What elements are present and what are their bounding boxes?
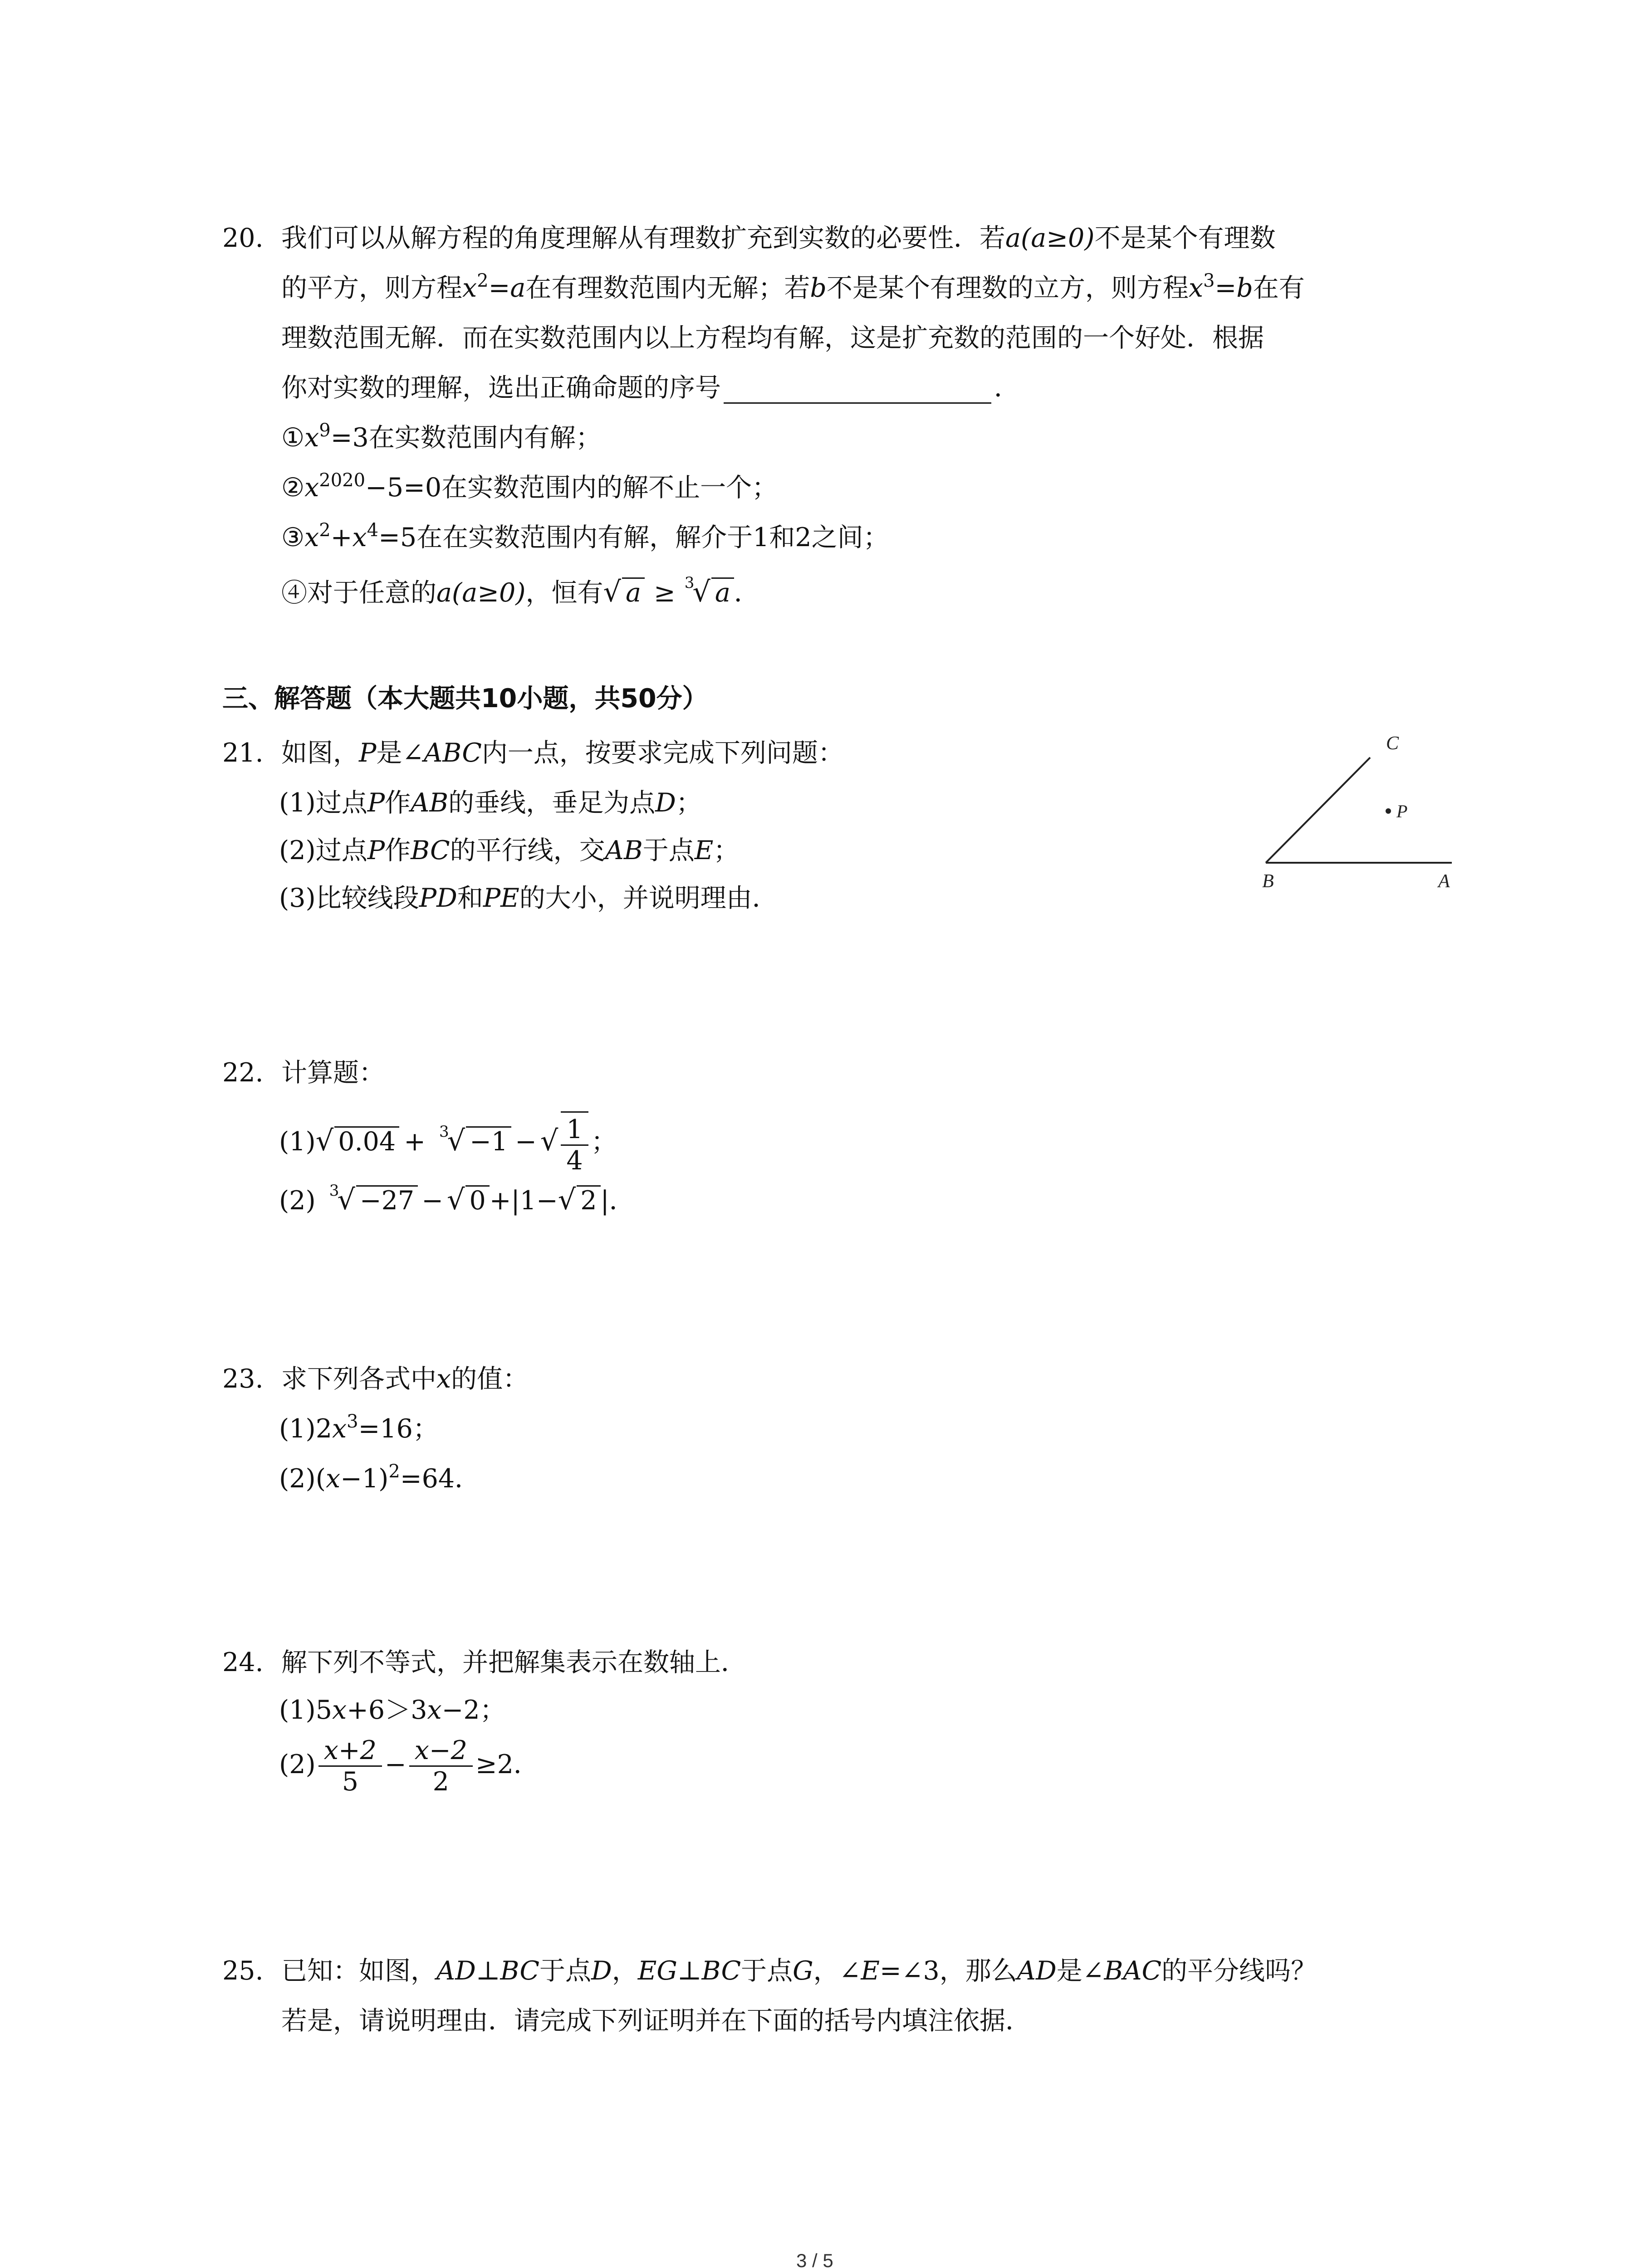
question-20-line-3: 理数范围无解．而在实数范围内以上方程均有解，这是扩充数的范围的一个好处．根据 [281,323,1264,353]
label-a: A [1438,871,1450,892]
question-22-title: 计算题： [281,1058,385,1088]
question-24-number: 24. [222,1647,264,1677]
cbrt-minus-1: −1 [466,1126,511,1156]
sqrt-0: 0 [465,1185,489,1215]
label-p: P [1396,801,1408,821]
sqrt-2: 2 [577,1185,600,1215]
point-p [1386,808,1391,814]
question-23-number: 23. [222,1364,264,1394]
page-number: 3 / 5 [796,2250,833,2268]
label-c: C [1386,733,1399,754]
cbrt-a: a [711,577,734,607]
question-20-line-1: 我们可以从解方程的角度理解从有理数扩充到实数的必要性．若a(a≥0)不是某个有理数 [281,223,1276,253]
ray-bc [1266,758,1370,863]
question-24-part-1: (1)5x+6＞3x−2； [279,1695,506,1725]
question-24-part-2: (2) $\frac{x+2}{5}$ − $\frac{x-2}{2}$ ≥2． [279,1735,539,1797]
question-21-part-3: (3)比较线段PD和PE的大小，并说明理由． [279,883,778,913]
question-20-option-1: $①x^9=3$在实数范围内有解； [281,420,602,453]
angle-abc-figure [1252,730,1461,894]
question-21-part-2: (2)过点P作BC的平行线，交AB于点E； [279,836,740,865]
question-25-number: 25. [222,1956,264,1986]
question-20-line-4: 你对实数的理解，选出正确命题的序号 ． [281,373,1020,403]
question-20-number: 20. [222,223,264,253]
answer-blank[interactable] [724,375,991,404]
question-21-stem: 如图，P是∠ABC内一点，按要求完成下列问题： [281,738,844,768]
question-22-number: 22. [222,1058,264,1088]
sqrt-0-04: 0.04 [334,1126,399,1156]
question-24-title: 解下列不等式，并把解集表示在数轴上． [281,1647,747,1677]
question-20-option-4: ④对于任意的a(a≥0)，恒有√ a ≥ $^3$√ a ． [281,574,760,608]
section-3-title: 三、解答题（本大题共10小题，共50分） [222,684,708,714]
question-25-line-1: 已知：如图，AD⊥BC于点D，EG⊥BC于点G，∠E=∠3，那么AD是∠BAC的平分线吗？ [281,1956,1317,1986]
sqrt-a: a [622,577,645,607]
question-20-option-3: $③x^2+x^4=5$在在实数范围内有解，解介于1和2之间； [281,520,889,552]
question-21-number: 21. [222,738,264,768]
question-20-line-2: 的平方，则方程$x^2=a$在有理数范围内无解；若b不是某个有理数的立方，则方程$x^3=b$在有 [281,270,1305,303]
fraction-x-minus-2-over-2: $\frac{x-2}{2}$ [409,1735,473,1797]
question-22-part-2: (2) $^3$√ −27 − √ 0 +|1−√ 2 |． [279,1182,635,1216]
question-23-part-1: $(1)2x^3=16$； [279,1411,439,1444]
question-25-line-2: 若是，请说明理由．请完成下列证明并在下面的括号内填注依据． [281,2006,1031,2036]
question-23-part-2: $(2)(x-1)^2=64$． [279,1461,481,1494]
question-23-stem: 求下列各式中x的值： [281,1364,529,1394]
label-b: B [1262,871,1274,892]
question-21-part-1: (1)过点P作AB的垂线，垂足为点D； [279,788,702,818]
question-22-part-1: (1)√ 0.04 + $^3$√ −1 − √ $\frac{1}{4}$ ； [279,1109,617,1173]
question-20-option-2: $②x^{2020}-5=0$在实数范围内的解不止一个； [281,470,778,503]
sqrt-fraction-1-4: $\frac{1}{4}$ [561,1111,588,1176]
cbrt-minus-27: −27 [356,1185,418,1215]
fraction-x-plus-2-over-5: $\frac{x+2}{5}$ [318,1735,382,1797]
